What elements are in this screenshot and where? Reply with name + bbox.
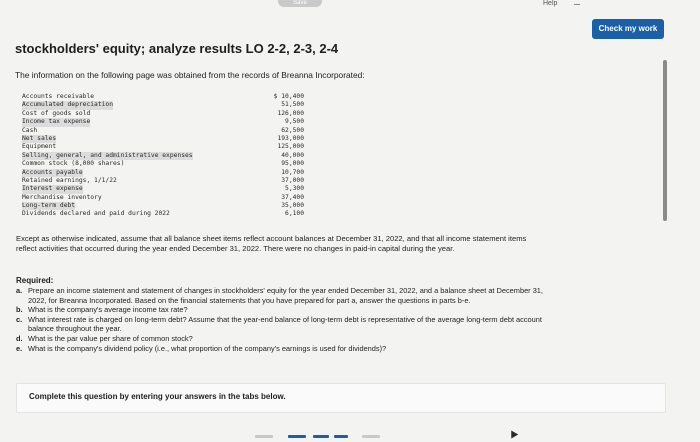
required-item bbox=[16, 344, 556, 354]
check-my-work-button[interactable]: Check my work bbox=[592, 19, 664, 39]
account-name: Selling, general, and administrative expenses bbox=[22, 151, 193, 159]
account-name: Long-term debt bbox=[22, 202, 76, 210]
account-row bbox=[22, 93, 304, 101]
required-item bbox=[16, 315, 556, 334]
required-item-letter: e. bbox=[16, 343, 23, 353]
account-name: Accumulated depreciation bbox=[22, 101, 113, 109]
account-name: Income tax expense bbox=[22, 118, 91, 126]
required-item bbox=[16, 334, 556, 344]
account-value: 95,000 bbox=[281, 160, 304, 168]
account-value: 125,000 bbox=[277, 143, 304, 151]
required-item-text: What is the company's average income tax rate? bbox=[28, 305, 188, 315]
required-item-text: What interest rate is charged on long-term debt? Assume that the year-end balance of long-term debt is representative of the average long-term debt account balance throughout the year. bbox=[28, 314, 542, 334]
required-heading: Required: bbox=[16, 276, 54, 285]
required-item-letter: a. bbox=[16, 286, 23, 295]
required-item bbox=[16, 286, 556, 305]
account-name: Interest expense bbox=[22, 185, 83, 193]
account-value: $ 10,400 bbox=[273, 93, 304, 100]
required-item-text: What is the par value per share of common stock? bbox=[28, 333, 193, 343]
required-item-letter: b. bbox=[16, 305, 23, 315]
scrollbar[interactable] bbox=[663, 60, 667, 221]
answer-tab[interactable] bbox=[362, 435, 380, 438]
account-value: 5,300 bbox=[285, 185, 304, 193]
account-row bbox=[22, 202, 304, 210]
account-value: 40,000 bbox=[281, 151, 304, 159]
account-value: 51,500 bbox=[281, 101, 304, 109]
account-row bbox=[22, 210, 304, 218]
answer-tab[interactable] bbox=[313, 435, 329, 438]
required-list bbox=[16, 286, 556, 353]
account-row bbox=[22, 152, 304, 160]
account-value: 6,100 bbox=[285, 210, 304, 218]
account-name: Dividends declared and paid during 2022 bbox=[22, 210, 170, 218]
account-value: 35,000 bbox=[281, 202, 304, 210]
account-value: 37,400 bbox=[281, 193, 304, 201]
account-row bbox=[22, 177, 304, 185]
account-name: Cash bbox=[22, 126, 38, 134]
answer-tab[interactable] bbox=[255, 435, 273, 438]
account-name: Net sales bbox=[22, 134, 57, 142]
account-row bbox=[22, 135, 304, 143]
top-toolbar bbox=[0, 0, 700, 8]
account-row bbox=[22, 110, 304, 118]
account-list bbox=[22, 93, 304, 219]
account-value: 193,000 bbox=[277, 134, 304, 142]
instructions-panel bbox=[16, 383, 666, 413]
account-name: Accounts payable bbox=[22, 168, 83, 176]
required-item-text: What is the company's dividend policy (i.e., what proportion of the company's earnings is used for dividends)? bbox=[28, 343, 387, 353]
account-row bbox=[22, 118, 304, 126]
account-name: Retained earnings, 1/1/22 bbox=[22, 176, 117, 184]
account-name: Merchandise inventory bbox=[22, 193, 102, 201]
header-divider bbox=[574, 4, 580, 5]
question-title: stockholders' equity; analyze results LO 2-2, 2-3, 2-4 bbox=[15, 41, 339, 56]
required-item-letter: c. bbox=[16, 314, 23, 324]
answer-tab[interactable] bbox=[334, 435, 348, 438]
help-link[interactable]: Help bbox=[543, 0, 558, 7]
account-value: 62,500 bbox=[281, 126, 304, 134]
complete-instructions: Complete this question by entering your answers in the tabs below. bbox=[29, 392, 286, 401]
account-row bbox=[22, 160, 304, 168]
account-row bbox=[22, 185, 304, 193]
account-name: Accounts receivable bbox=[22, 93, 95, 100]
account-value: 10,700 bbox=[281, 168, 304, 176]
answer-tabs-strip[interactable] bbox=[255, 432, 395, 442]
account-name: Equipment bbox=[22, 143, 57, 151]
account-row bbox=[22, 101, 304, 109]
account-name: Common stock (8,000 shares) bbox=[22, 160, 125, 168]
account-value: 37,000 bbox=[281, 176, 304, 184]
intro-text: The information on the following page was obtained from the records of Breanna Incorporated: bbox=[15, 70, 365, 80]
assumptions-paragraph: Except as otherwise indicated, assume that all balance sheet items reflect account balances at December 31, 2022, and that all income statement items reflect activities that occurred during the year ended December 31, 2022. There were no changes in paid-in capital during the year. bbox=[16, 234, 527, 254]
account-name: Cost of goods sold bbox=[22, 109, 91, 117]
required-item-text: Prepare an income statement and statement of changes in stockholders' equity for the year ended December 31, 2022, and a balance sheet at December 31, 2022, for Breanna Incorporated. Based on the financial statements that you have prepared for part a, answer the questions in parts b-e. bbox=[28, 286, 543, 305]
account-row bbox=[22, 127, 304, 135]
save-button[interactable]: Save bbox=[278, 0, 322, 7]
account-value: 9,500 bbox=[285, 118, 304, 126]
required-item bbox=[16, 305, 556, 315]
account-row bbox=[22, 194, 304, 202]
account-row bbox=[22, 143, 304, 151]
answer-tab[interactable] bbox=[288, 435, 306, 438]
mouse-cursor-icon bbox=[508, 428, 518, 438]
required-item-letter: d. bbox=[16, 333, 23, 343]
account-row bbox=[22, 169, 304, 177]
account-value: 126,000 bbox=[277, 109, 304, 117]
